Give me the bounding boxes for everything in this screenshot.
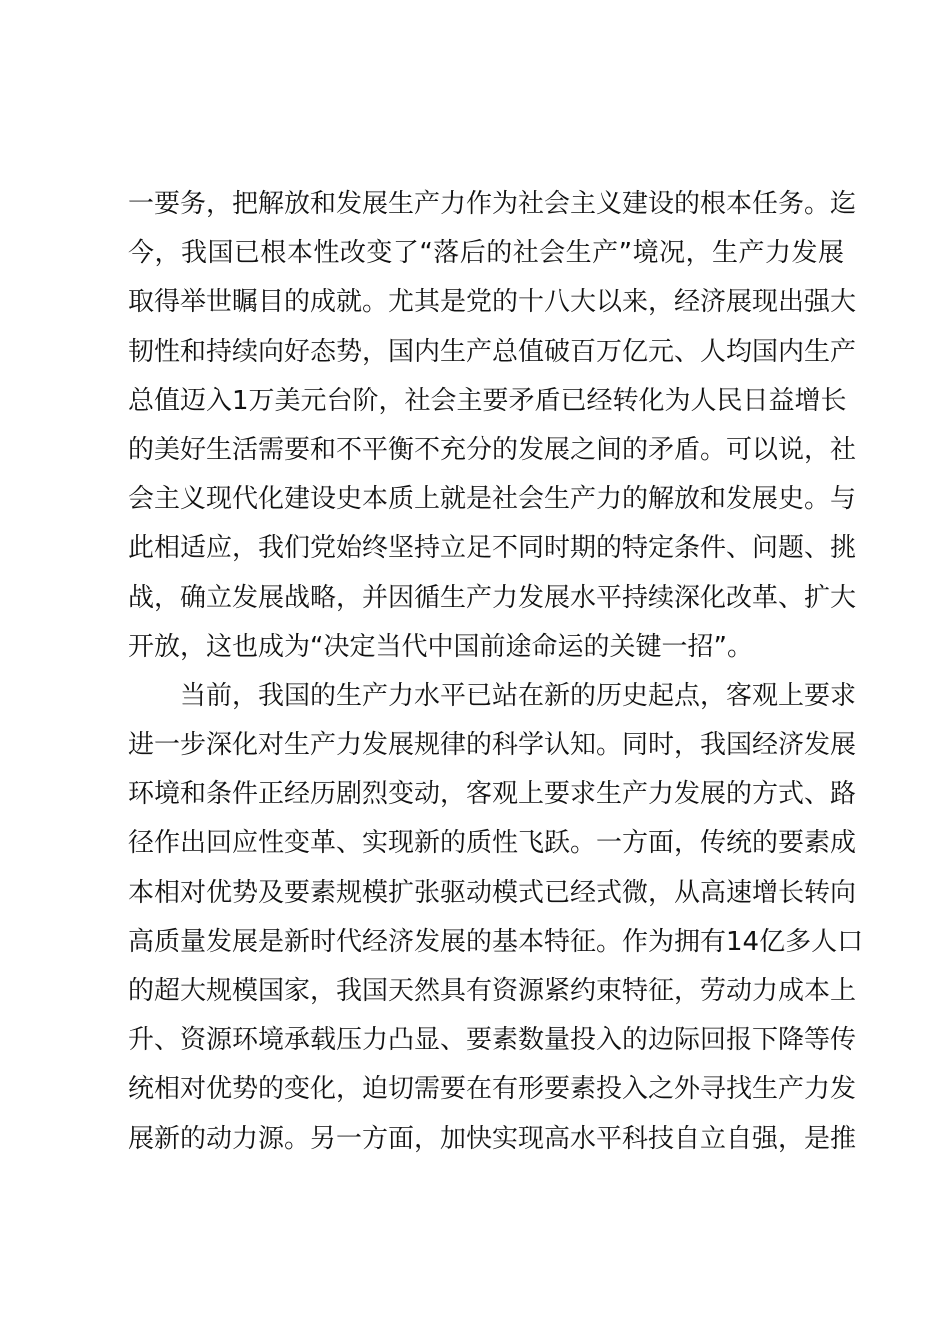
paragraph-line: 一要务，把解放和发展生产力作为社会主义建设的根本任务。迄 <box>128 189 857 219</box>
paragraph-line: 当前，我国的生产力水平已站在新的历史起点，客观上要求 <box>180 680 857 711</box>
paragraph-line: 取得举世瞩目的成就。尤其是党的十八大以来，经济展现出强大 <box>128 287 857 318</box>
paragraph-line: 的超大规模国家，我国天然具有资源紧约束特征，劳动力成本上 <box>128 976 857 1006</box>
paragraph-2 <box>128 672 864 1164</box>
paragraph-line: 径作出回应性变革、实现新的质性飞跃。一方面，传统的要素成 <box>128 828 857 859</box>
paragraph-line: 今，我国已根本性改变了“落后的社会生产”境况，生产力发展 <box>128 238 844 269</box>
paragraph-line: 的美好生活需要和不平衡不充分的发展之间的矛盾。可以说，社 <box>128 434 857 465</box>
paragraph-line: 统相对优势的变化，迫切需要在有形要素投入之外寻找生产力发 <box>128 1074 857 1105</box>
paragraph-line: 韧性和持续向好态势，国内生产总值破百万亿元、人均国内生产 <box>128 336 857 367</box>
paragraph-line: 开放，这也成为“决定当代中国前途命运的关键一招”。 <box>128 631 753 662</box>
paragraph-line: 升、资源环境承载压力凸显、要素数量投入的边际回报下降等传 <box>128 1025 857 1056</box>
paragraph-line: 环境和条件正经历剧烈变动，客观上要求生产力发展的方式、路 <box>128 779 857 810</box>
paragraph-line: 会主义现代化建设史本质上就是社会生产力的解放和发展史。与 <box>128 484 857 515</box>
paragraph-line: 展新的动力源。另一方面，加快实现高水平科技自立自强，是推 <box>128 1123 857 1154</box>
paragraph-line: 战，确立发展战略，并因循生产力发展水平持续深化改革、扩大 <box>128 582 857 613</box>
paragraph-line: 总值迈入1万美元台阶，社会主要矛盾已经转化为人民日益增长 <box>128 385 847 416</box>
body-text <box>128 180 864 1164</box>
paragraph-line: 高质量发展是新时代经济发展的基本特征。作为拥有14亿多人口 <box>128 926 864 957</box>
paragraph-line: 本相对优势及要素规模扩张驱动模式已经式微，从高速增长转向 <box>128 877 857 908</box>
paragraph-1 <box>128 180 857 672</box>
paragraph-line: 此相适应，我们党始终坚持立足不同时期的特定条件、问题、挑 <box>128 533 857 564</box>
paragraph-line: 进一步深化对生产力发展规律的科学认知。同时，我国经济发展 <box>128 730 857 761</box>
